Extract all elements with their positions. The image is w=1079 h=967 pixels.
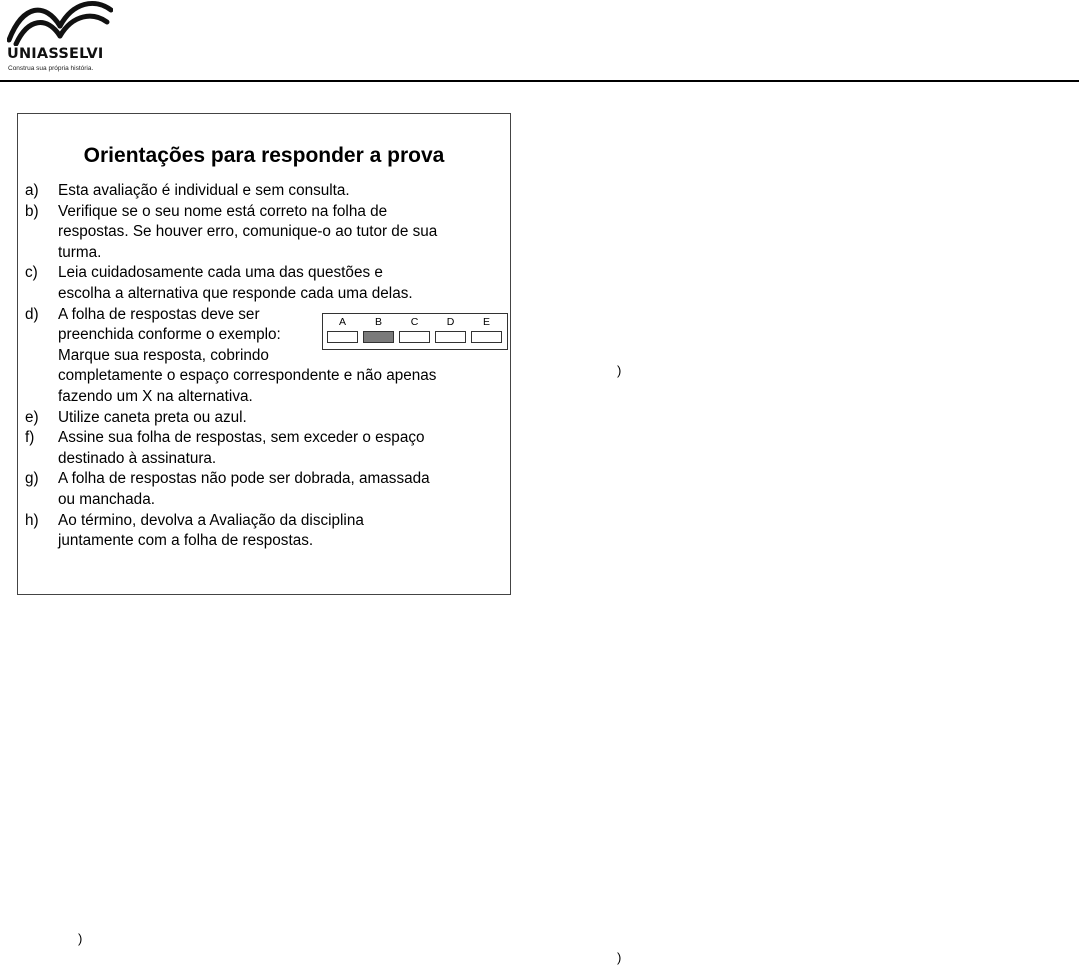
instruction-text — [58, 428, 495, 469]
answer-option-label: A — [338, 316, 346, 328]
answer-option-b — [363, 316, 394, 346]
parenthesis-mark: ) — [617, 363, 622, 378]
answer-option-d — [435, 316, 466, 346]
instruction-item-h — [25, 511, 495, 552]
instruction-letter: a) — [25, 182, 39, 199]
instruction-letter: h) — [25, 511, 39, 529]
instruction-line: completamente o espaço correspondente e não apenas — [58, 367, 437, 385]
logo-book-icon — [7, 0, 113, 46]
instruction-line: Verifique se o seu nome está correto na folha de — [58, 202, 388, 220]
instruction-line: escolha a alternativa que responde cada uma delas. — [58, 284, 413, 302]
instruction-text — [58, 181, 495, 202]
instruction-line: ou manchada. — [58, 490, 155, 508]
logo-slogan: Construa sua própria história. — [8, 65, 94, 72]
parenthesis-mark: ) — [617, 950, 622, 965]
instruction-line: Ao término, devolva a Avaliação da disciplina — [58, 511, 364, 529]
answer-bubble-filled — [363, 331, 394, 343]
instruction-item-b — [25, 202, 495, 264]
instructions-box — [17, 113, 511, 595]
instruction-item-g — [25, 469, 495, 510]
instruction-text — [58, 202, 495, 264]
instruction-line: Marque sua resposta, cobrindo — [58, 346, 269, 364]
answer-option-label: B — [374, 316, 382, 328]
instruction-line: Utilize caneta preta ou azul. — [58, 408, 247, 426]
instruction-item-c — [25, 263, 495, 304]
instruction-line: Assine sua folha de respostas, sem exceder o espaço — [58, 429, 425, 447]
instruction-text — [58, 408, 495, 429]
answer-bubble — [435, 331, 466, 343]
instruction-line: fazendo um X na alternativa. — [58, 387, 253, 405]
instruction-item-e — [25, 408, 495, 429]
instruction-line: respostas. Se houver erro, comunique-o ao tutor de sua — [58, 223, 438, 241]
instruction-line: destinado à assinatura. — [58, 449, 217, 467]
instruction-line: Leia cuidadosamente cada uma das questões e — [58, 264, 383, 282]
instructions-title: Orientações para responder a prova — [83, 144, 445, 167]
instruction-line: A folha de respostas deve ser — [58, 305, 260, 323]
answer-bubble — [399, 331, 430, 343]
instruction-line: juntamente com a folha de respostas. — [58, 532, 314, 550]
answer-option-label: C — [410, 316, 419, 328]
answer-sheet-example — [322, 313, 508, 350]
instruction-text — [58, 469, 495, 510]
instruction-text — [58, 511, 495, 552]
instruction-item-f — [25, 428, 495, 469]
instruction-letter: b) — [25, 202, 39, 220]
answer-option-a — [327, 316, 358, 346]
answer-option-c — [399, 316, 430, 346]
answer-bubble — [471, 331, 502, 343]
answer-option-label: E — [482, 316, 490, 328]
instruction-letter: c) — [25, 264, 38, 282]
answer-bubble — [327, 331, 358, 343]
instruction-line: A folha de respostas não pode ser dobrada, amassada — [58, 470, 430, 488]
instruction-line: turma. — [58, 243, 102, 261]
instruction-letter: d) — [25, 305, 39, 323]
uniasselvi-logo — [7, 0, 127, 78]
instruction-letter: e) — [25, 408, 39, 426]
instruction-item-a — [25, 181, 495, 202]
instruction-line: preenchida conforme o exemplo: — [58, 326, 281, 344]
instruction-text — [58, 263, 495, 304]
instruction-line: Esta avaliação é individual e sem consulta. — [58, 182, 350, 199]
logo-wordmark: UNIASSELVI — [7, 46, 104, 62]
instruction-letter: g) — [25, 470, 39, 488]
answer-option-e — [471, 316, 502, 346]
header-divider — [0, 80, 1079, 82]
instruction-letter: f) — [25, 429, 35, 447]
instructions-list — [25, 181, 495, 552]
answer-option-label: D — [446, 316, 455, 328]
parenthesis-mark: ) — [78, 931, 83, 946]
